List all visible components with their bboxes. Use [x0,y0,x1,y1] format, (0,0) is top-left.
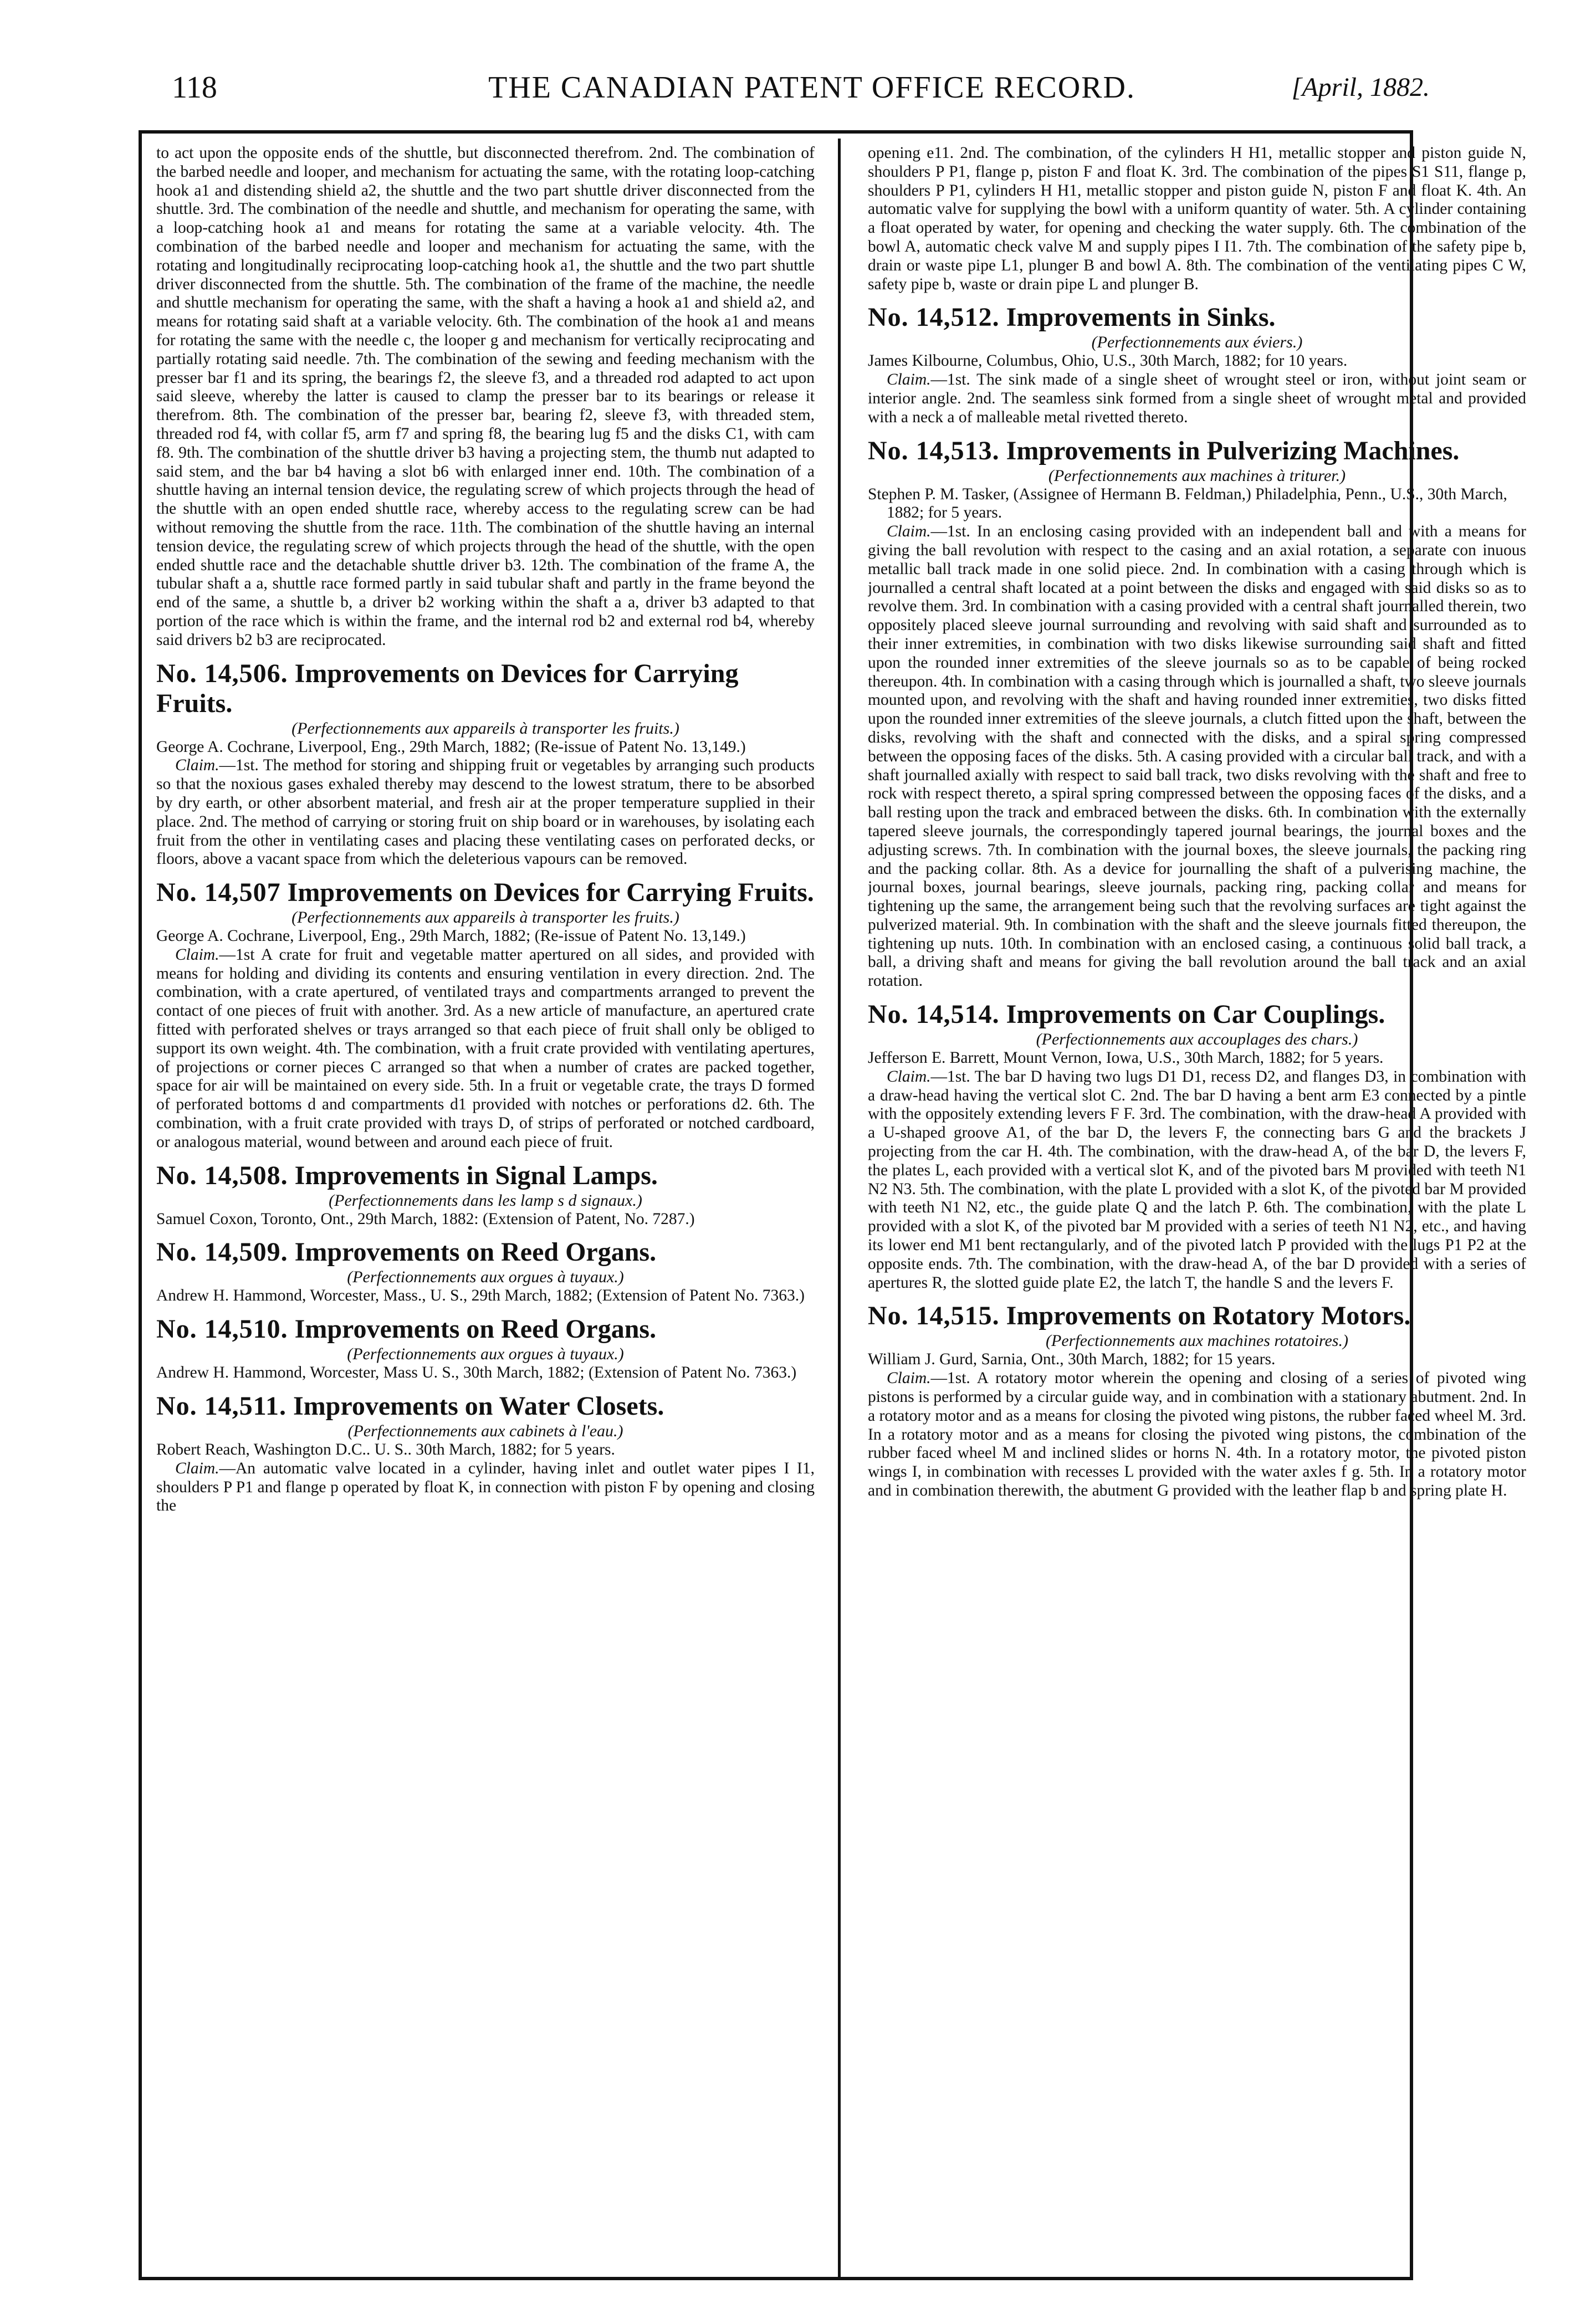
claim-label: Claim. [887,371,931,389]
patent-title: Improvements on Reed Organs. [294,1237,657,1267]
patent-number: No. 14,508. [156,1160,288,1190]
claim-text: —1st. In an enclosing casing provided with an independent ball and with a means for giving the ball revolution with respect to the casing and an axial rotation, a separate con inuous metallic ball track made in one solid piece. 2nd. In combination with a casing through which is journalled a central shaft located at a point between the disks and engaged with said disks so as to revolve them. 3rd. In combination with a casing provided with a central shaft journalled therein, two oppositely placed sleeve journal surrounding and revolving with said shaft and surrounded as to their inner extremities, in combination with two disks likewise surrounding said shaft and fitted upon the rounded inner extremities of the sleeve journals so as to be capable of being rocked thereupon. 4th. In combination with a casing through which is journalled a shaft, two sleeve journals mounted upon, and revolving with the shaft and having rounded inner extremities, two disks fitted upon the rounded inner extremities of the sleeve journals, a clutch fitted upon the shaft, between the disks, revolving with the shaft and connected with the disks, and a spiral spring compressed between the opposing faces of the disks. 5th. A casing provided with a circular ball track, and with a shaft journalled axially with respect to said ball track, two disks revolving with the shaft and free to rock with respect thereto, a spiral spring compressed between the opposing faces of the disks, and a ball resting upon the track and embraced between the disks. 6th. In combination with the externally tapered sleeve journals, the correspondingly tapered journal bearings, the journal boxes and the adjusting screws. 7th. In combination with the journal boxes, the sleeve journals, the packing ring and the packing collar. 8th. As a device for journalling the shaft of a pulverising machine, the journal boxes, journal bearings, sleeve journals, packing ring, packing collar and means for tightening up the same, the arrangement being such that the revolving surfaces are tight against the pulverized material. 9th. In combination with the shaft and the sleeve journals fitted thereupon, the tightening up nuts. 10th. In combination with an enclosed casing, a continuous solid ball track, a ball, a driving shaft and means for giving the ball revolution around the ball track and an axial rotation. [868,523,1526,990]
patent-entry [156,1161,815,1229]
patent-title: Improvements on Water Closets. [293,1391,664,1421]
patent-french-title: (Perfectionnements dans les lamp s d signaux.) [329,1191,642,1210]
patent-owner: George A. Cochrane, Liverpool, Eng., 29th March, 1882; (Re-issue of Patent No. 13,149.) [156,927,746,945]
issue-date: [April, 1882. [1291,73,1430,102]
patent-title: Improvements on Devices for Carrying Fruits. [287,878,814,908]
patent-title: Improvements in Pulverizing Machines. [1006,436,1460,465]
continuation-text: opening e11. 2nd. The combination, of the cylinders H H1, metallic stopper and piston guide N, shoulders P P1, flange p, piston F and float K. 3rd. The combination of the pipes S1 S11, flange p, shoulders P P1, cylinders H H1, metallic stopper and piston guide N, piston F and float K. 4th. An automatic valve for supplying the bowl with a uniform quantity of water. 5th. A cylinder containing a float operated by water, for opening and checking the water supply. 6th. The combination of the bowl A, automatic check valve M and supply pipes I I1. 7th. The combination of the safety pipe b, drain or waste pipe L1, plunger B and bowl A. 8th. The combination of the ventilating pipes C W, safety pipe b, waste or drain pipe L and plunger B. [868,144,1526,293]
claim-text: —1st. The method for storing and shipping fruit or vegetables by arranging such products so that the noxious gases exhaled thereby may descend to the lowest stratum, there to be absorbed by dry earth, or other absorbent material, and fresh air at the proper temperature supplied in their place. 2nd. The method of carrying or storing fruit on ship board or in warehouses, by isolating each fruit from the other in ventilating cases and placing these ventilating cases on perforated decks, or floors, above a vacant space from which the deleterious vapours can be removed. [156,756,815,868]
patent-owner: James Kilbourne, Columbus, Ohio, U.S., 30th March, 1882; for 10 years. [868,352,1348,370]
patent-number: No. 14,509. [156,1237,288,1267]
patent-owner: William J. Gurd, Sarnia, Ont., 30th March, 1882; for 15 years. [868,1350,1276,1369]
patent-entry [156,878,815,1152]
patent-french-title: (Perfectionnements aux machines à triturer.) [1048,466,1346,485]
patent-claim [156,1460,815,1516]
patent-number: No. 14,513. [868,436,1000,465]
patent-entry [156,659,815,869]
patent-heading [156,1161,815,1191]
patent-french-title: (Perfectionnements aux machines rotatoires.) [1046,1332,1348,1350]
patent-heading [156,659,815,719]
patent-owner: Andrew H. Hammond, Worcester, Mass., U. S., 29th March, 1882; (Extension of Patent No. 7363.) [156,1287,805,1305]
patent-title: Improvements in Sinks. [1006,303,1276,332]
claim-text: —An automatic valve located in a cylinder, having inlet and outlet water pipes I I1, shoulders P P1 and flange p operated by float K, in connection with piston F by opening and closing the [156,1459,815,1515]
patent-entry [868,1301,1526,1500]
patent-heading [156,1237,815,1267]
patent-french-title: (Perfectionnements aux orgues à tuyaux.) [347,1268,624,1287]
claim-label: Claim. [887,1067,931,1086]
patent-claim [868,1369,1526,1501]
patent-french-title: (Perfectionnements aux appareils à transporter les fruits.) [291,908,679,927]
patent-claim [156,946,815,1152]
patent-heading [156,1391,815,1421]
continuation-text: to act upon the opposite ends of the shuttle, but disconnected therefrom. 2nd. The combination of the barbed needle and looper, and mechanism for actuating the same, with the rotating loop-catching hook a1 and distending shield a2, the shuttle and the two part shuttle driver disconnected from the shuttle. 3rd. The combination of the needle and shuttle, and mechanism for operating the same, with a loop-catching hook a1 and means for rotating the same at a variable velocity. 4th. The combination of the barbed needle and looper and mechanism for actuating the same, with the rotating and longitudinally reciprocating loop-catching hook a1, the shuttle and the two part shuttle driver disconnected from the shuttle. 5th. The combination of the frame of the machine, the needle and shuttle mechanism for operating the same, with the shaft a having a hook a1 and shield a2, and means for rotating said shaft at a variable velocity. 6th. The combination of the hook a1 and means for rotating the same with the needle c, the looper g and mechanism for vertically reciprocating and partially rotating said needle. 7th. The combination of the sewing and feeding mechanism with the presser bar f1 and its spring, the bearings f2, the sleeve f3, and a threaded rod adapted to act upon said sleeve, whereby the latter is caused to clamp the presser bar to its bearings or release it therefrom. 8th. The combination of the presser bar, bearing f2, sleeve f3, with threaded stem, threaded rod f4, with collar f5, arm f7 and spring f8, the bearing lug f5 and the disks C1, with cam f8. 9th. The combination of the shuttle driver b3 having a projecting stem, the thumb nut adapted to said stem, and the bar b4 having a slot b6 with enlarged inner end. 10th. The combination of a shuttle having an internal tension device, the regulating screw of which projects through the head of the shuttle with an open ended shuttle race, whereby access to the regulating screw can be had without removing the shuttle from the race. 11th. The combination of the shuttle having an internal tension device, the regulating screw of which projects through the head of the shuttle, with the open ended shuttle race and the detachable shuttle driver b3. 12th. The combination of the frame A, the tubular shaft a a, shuttle race formed partly in said tubular shaft and partly in the frame beyond the end of the same, a shuttle b, a driver b2 working within the shaft a a, driver b3 adapted to that portion of the race which is within the frame, and the internal rod b2 and external rod b4, whereby said drivers b2 b3 are reciprocated. [156,144,815,649]
patent-owner: Stephen P. M. Tasker, (Assignee of Hermann B. Feldman,) Philadelphia, Penn., U.S., 30th March, 1882; for 5 years. [868,485,1507,522]
patent-heading [868,303,1526,332]
patent-french-title: (Perfectionnements aux accouplages des chars.) [1036,1030,1358,1049]
patent-title: Improvements on Rotatory Motors. [1006,1301,1411,1331]
patent-number: No. 14,512. [868,303,1000,332]
claim-label: Claim. [887,1369,931,1388]
claim-text: —1st. A rotatory motor wherein the opening and closing of a series of pivoted wing pistons is performed by a circular guide way, and in combination with a stationary abutment. 2nd. In a rotatory motor and as a means for closing the pivoted wing pistons, the rubber faced wheel M. 3rd. In a rotatory motor and as a means for closing the pivoted wing pistons, the combination of the rubber faced wheel M and inclined slides or horns N. 4th. In a rotatory motor, the pivoted piston wings I, in combination with recesses L provided with the water axles f g. 5th. In a rotatory motor and in combination therewith, the abutment G provided with the leather flap b and spring plate H. [868,1369,1526,1500]
patent-entry [868,436,1526,991]
patent-number: No. 14,510. [156,1314,288,1344]
column-divider [838,139,841,2277]
patent-claim [156,756,815,869]
claim-label: Claim. [175,756,219,775]
claim-label: Claim. [175,1459,219,1477]
patent-title: Improvements on Reed Organs. [294,1314,657,1344]
claim-label: Claim. [887,523,931,541]
patent-entry [156,1314,815,1383]
page-number: 118 [172,70,217,105]
patent-owner: George A. Cochrane, Liverpool, Eng., 29th March, 1882; (Re-issue of Patent No. 13,149.) [156,738,746,756]
patent-number: No. 14,515. [868,1301,1000,1331]
patent-number: No. 14,506. [156,658,288,688]
patent-heading [156,1314,815,1344]
patent-entry [868,1000,1526,1292]
patent-french-title: (Perfectionnements aux cabinets à l'eau.) [347,1422,623,1441]
patent-entry [868,303,1526,427]
patent-owner: Samuel Coxon, Toronto, Ont., 29th March, 1882: (Extension of Patent, No. 7287.) [156,1210,695,1228]
patent-number: No. 14,507 [156,878,281,908]
claim-text: —1st A crate for fruit and vegetable matter apertured on all sides, and provided with means for holding and dividing its contents and ensuring ventilation in every direction. 2nd. The combination, with a crate apertured, of ventilated trays and compartments arranged to prevent the contact of one pieces of fruit with another. 3rd. As a new article of manufacture, an apertured crate fitted with perforated shelves or trays arranged so that each piece of fruit shall only be obliged to support its own weight. 4th. The combination, with a fruit crate provided with ventilating apertures, of projections or corner pieces C arranged so that when a number of crates are packed together, space for air will be maintained on every side. 5th. In a fruit or vegetable crate, the trays D formed of perforated bottoms d and compartments d1 provided with notches or perforations d2. 6th. The combination, with a fruit crate provided with trays D, of strips of perforated or notched cardboard, or analogous material, wound between and around each piece of fruit. [156,945,815,1151]
patent-heading [868,1301,1526,1331]
patent-french-title: (Perfectionnements aux éviers.) [1091,333,1303,352]
journal-title: THE CANADIAN PATENT OFFICE RECORD. [488,70,1135,105]
patent-entry [156,1391,815,1516]
patent-title: Improvements in Signal Lamps. [294,1160,658,1190]
claim-text: —1st. The sink made of a single sheet of wrought steel or iron, without joint seam or interior angle. 2nd. The seamless sink formed from a single sheet of wrought metal and provided with a neck a of malleable metal rivetted thereto. [868,371,1526,426]
patent-heading [868,436,1526,466]
patent-title: Improvements on Devices for Carrying Fruits. [156,658,739,718]
right-column [868,144,1526,2261]
patent-owner: Jefferson E. Barrett, Mount Vernon, Iowa, U.S., 30th March, 1882; for 5 years. [868,1049,1384,1067]
patent-owner: Andrew H. Hammond, Worcester, Mass U. S., 30th March, 1882; (Extension of Patent No. 7363.) [156,1364,797,1382]
patent-heading [868,1000,1526,1030]
patent-heading [156,878,815,908]
claim-text: —1st. The bar D having two lugs D1 D1, recess D2, and flanges D3, in combination with a draw-head having the vertical slot C. 2nd. The bar D having a bent arm E3 connected by a pintle with the oppositely extending levers F F. 3rd. The combination, with the draw-head A provided with a U-shaped groove A1, of the bar D, the levers F, the connecting bars G and the brackets J projecting from the car H. 4th. The combination, with the draw-head A, of the bar D, the levers F, the plates L, each provided with a vertical slot K, and of the pivoted bars M provided with teeth N1 N2 N3. 5th. The combination, with the plate L provided with a slot K, of the pivoted bar M provided with teeth N1 N2, etc., the guide plate Q and the latch P. 6th. The combination, with the plate L provided with a slot K, of the pivoted bar M provided with a series of teeth N1 N2, etc., and having its lower end M1 bent rectangularly, and of the pivoted latch P provided with the lugs P1 P2 at the opposite ends. 7th. The combination, with the draw-head A, of the bar D provided with a series of apertures R, the slotted guide plate E2, the latch T, the handle S and the levers F. [868,1067,1526,1292]
patent-claim [868,523,1526,991]
claim-label: Claim. [175,945,219,964]
patent-entry [156,1237,815,1306]
left-column [156,144,815,2261]
patent-claim [868,1068,1526,1293]
patent-claim [868,371,1526,427]
patent-french-title: (Perfectionnements aux appareils à transporter les fruits.) [291,719,679,738]
patent-owner: Robert Reach, Washington D.C.. U. S.. 30th March, 1882; for 5 years. [156,1441,615,1459]
patent-number: No. 14,514. [868,1000,1000,1030]
patent-french-title: (Perfectionnements aux orgues à tuyaux.) [347,1345,624,1364]
patent-number: No. 14,511. [156,1391,287,1421]
patent-title: Improvements on Car Couplings. [1006,1000,1385,1030]
